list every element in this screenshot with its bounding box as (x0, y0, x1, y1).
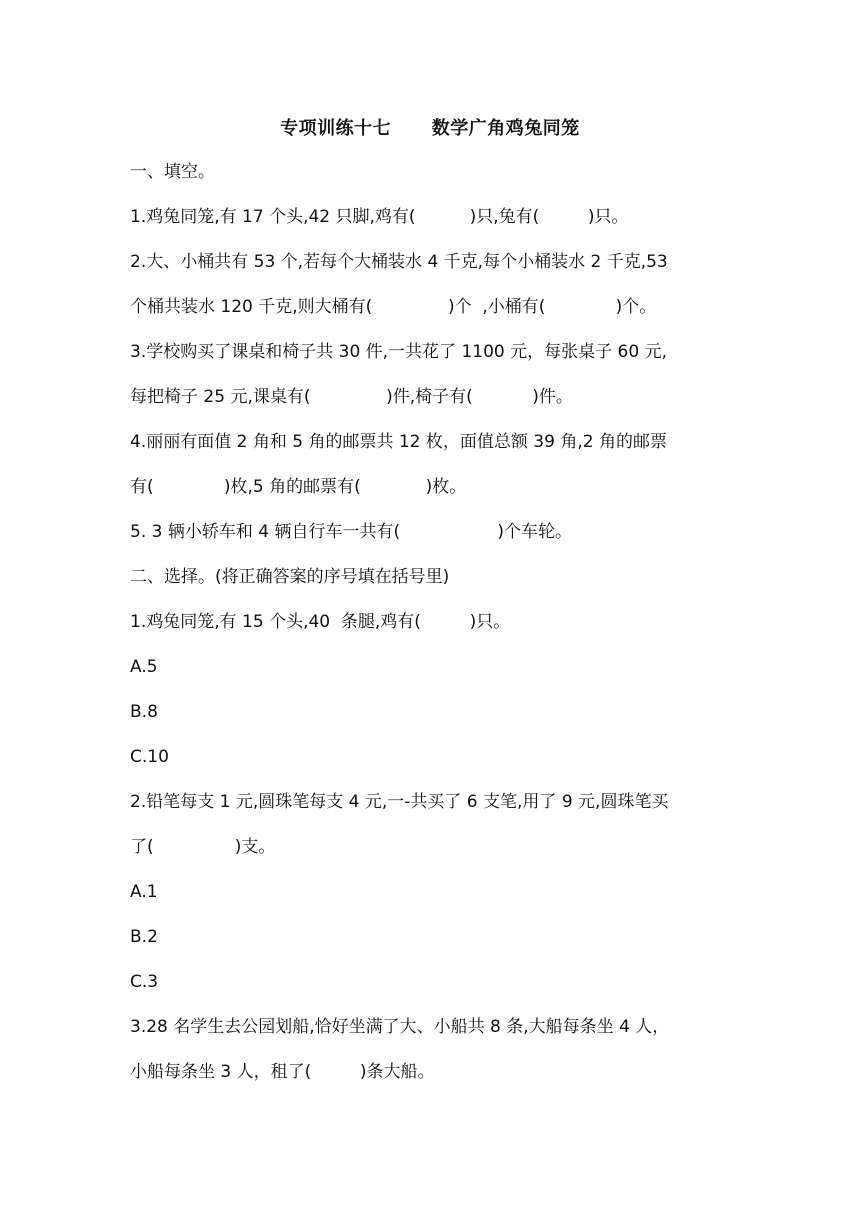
choice-2-option-c: C.3 (130, 972, 159, 992)
choice-question-2-line-2: 了( )支。 (130, 837, 276, 857)
fill-question-4-line-2: 有( )枚,5 角的邮票有( )枚。 (130, 477, 467, 497)
fill-question-3-line-2: 每把椅子 25 元,课桌有( )件,椅子有( )件。 (130, 387, 573, 407)
fill-question-2-line-1: 2.大、小桶共有 53 个,若每个大桶装水 4 千克,每个小桶装水 2 千克,53 (130, 252, 668, 272)
fill-question-2-line-2: 个桶共装水 120 千克,则大桶有( )个 ,小桶有( )个。 (130, 297, 657, 317)
fill-question-4-line-1: 4.丽丽有面值 2 角和 5 角的邮票共 12 枚，面值总额 39 角,2 角的邮票 (130, 432, 667, 452)
choice-question-1: 1.鸡兔同笼,有 15 个头,40 条腿,鸡有( )只。 (130, 612, 511, 632)
choice-question-3-line-2: 小船每条坐 3 人，租了( )条大船。 (130, 1062, 435, 1082)
section-choice-heading: 二、选择。(将正确答案的序号填在括号里) (130, 567, 450, 587)
choice-1-option-a: A.5 (130, 657, 158, 677)
choice-question-3-line-1: 3.28 名学生去公园划船,恰好坐满了大、小船共 8 条,大船每条坐 4 人， (130, 1017, 670, 1037)
choice-1-option-c: C.10 (130, 747, 169, 767)
fill-question-1: 1.鸡兔同笼,有 17 个头,42 只脚,鸡有( )只,兔有( )只。 (130, 207, 629, 227)
choice-2-option-b: B.2 (130, 927, 158, 947)
fill-question-5: 5. 3 辆小轿车和 4 辆自行车一共有( )个车轮。 (130, 522, 572, 542)
choice-question-2-line-1: 2.铅笔每支 1 元,圆珠笔每支 4 元,一-共买了 6 支笔,用了 9 元,圆珠笔买 (130, 792, 669, 812)
choice-1-option-b: B.8 (130, 702, 158, 722)
fill-question-3-line-1: 3.学校购买了课桌和椅子共 30 件,一共花了 1100 元，每张桌子 60 元, (130, 342, 667, 362)
page-title: 专项训练十七 数学广角鸡兔同笼 (280, 118, 580, 139)
section-fill-heading: 一、填空。 (130, 162, 215, 182)
choice-2-option-a: A.1 (130, 882, 158, 902)
